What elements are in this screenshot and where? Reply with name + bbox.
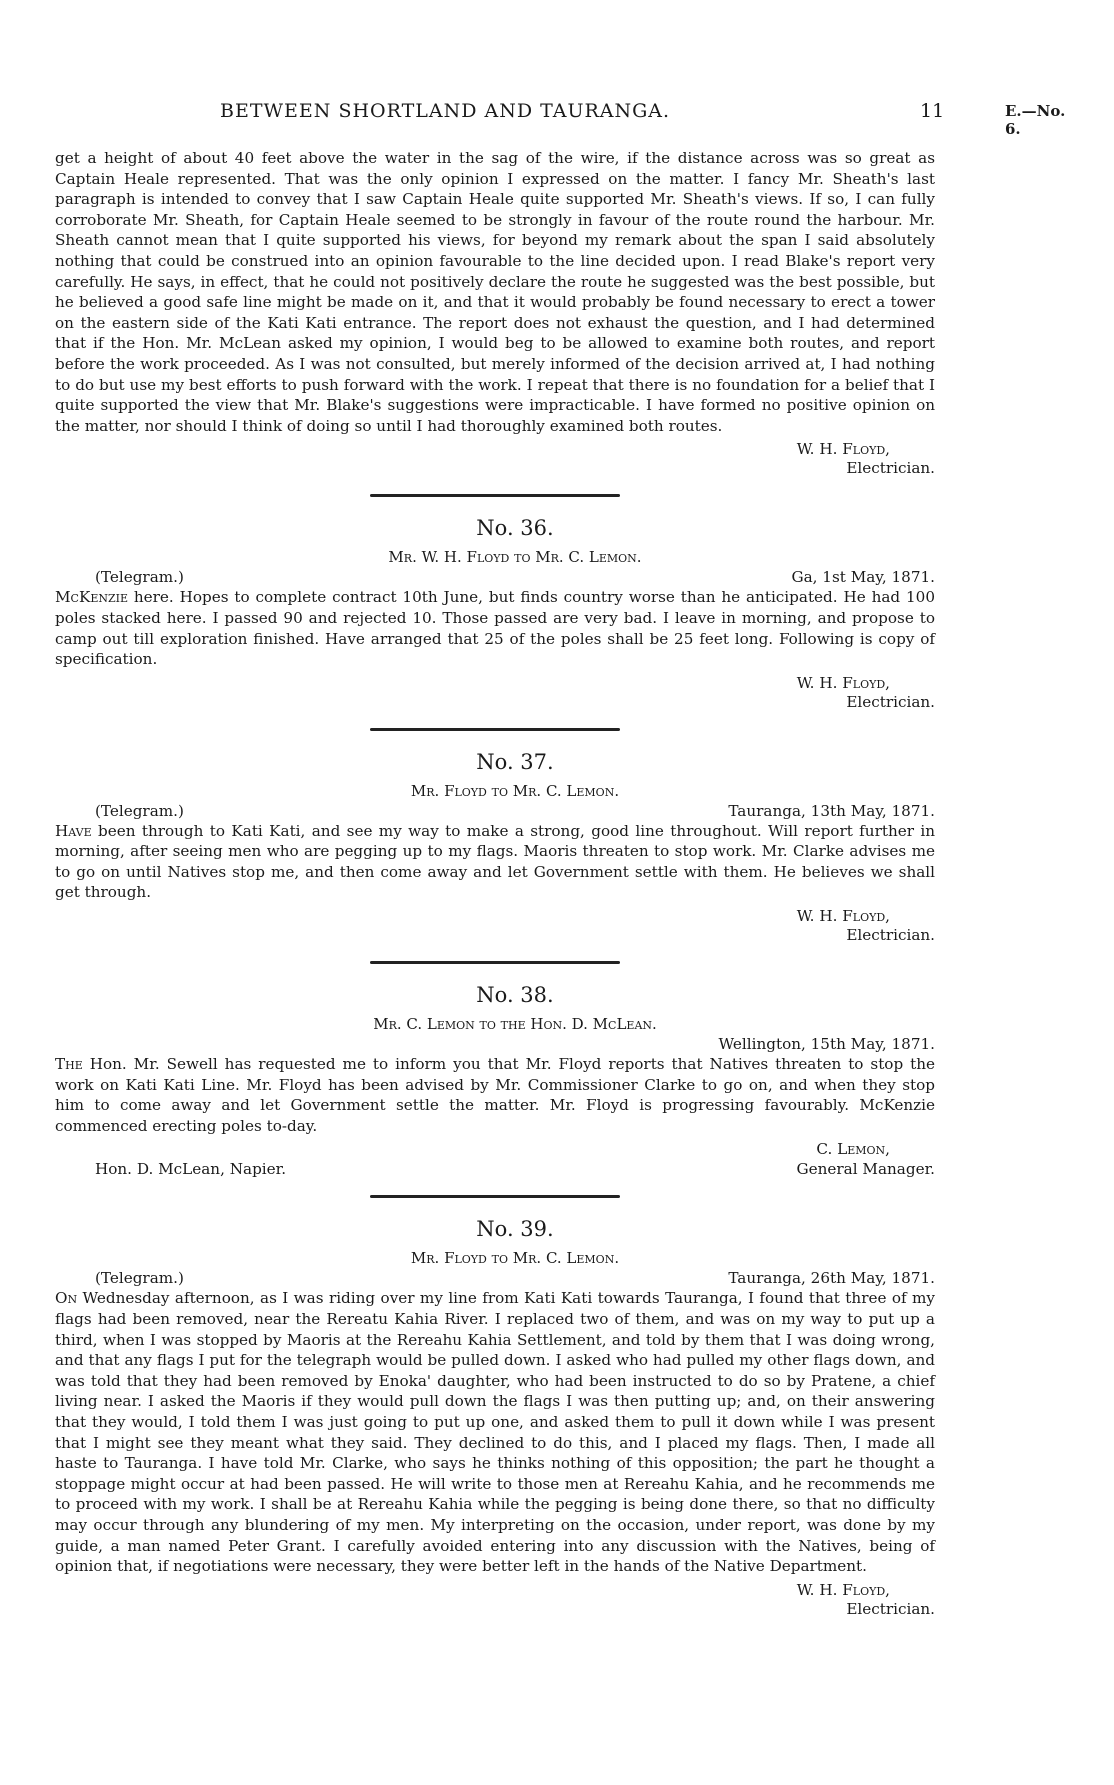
letter-paragraph xyxy=(55,1054,935,1136)
letter-paragraph xyxy=(55,821,935,903)
letter-paragraph xyxy=(55,587,935,669)
continuation-paragraph: get a height of about 40 feet above the water in the sag of the wire, if the distance across was so great as Captain Heale represented. That was the only opinion I expressed on the matter. I fancy Mr. Sheath's last paragraph is intended to convey that I saw Captain Heale quite supported Mr. Sheath's views. If so, I can fully corroborate Mr. Sheath, for Captain Heale seemed to be strongly in favour of the route round the harbour. Mr. Sheath cannot mean that I quite supported his views, for beyond my remark about the span I said absolutely nothing that could be construed into an opinion favourable to the line decided upon. I read Blake's report very carefully. He says, in effect, that he could not positively declare the route he suggested was the best possible, but he believed a good safe line might be made on it, and that it would probably be found necessary to erect a tower on the eastern side of the Kati Kati entrance. The report does not exhaust the question, and I had determined that if the Hon. Mr. McLean asked my opinion, I would beg to be allowed to examine both routes, and report before the work proceeded. As I was not consulted, but merely informed of the decision arrived at, I had nothing to do but use my best efforts to push forward with the work. I repeat that there is no foundation for a belief that I quite supported the view that Mr. Blake's suggestions were impracticable. I have formed no positive opinion on the matter, nor should I think of doing so until I had thoroughly examined both routes. xyxy=(55,149,935,435)
letter-correspondents: Mr. Floyd to Mr. C. Lemon. xyxy=(410,781,620,800)
letter-meta xyxy=(55,1268,935,1288)
letter-paragraph xyxy=(55,1288,935,1576)
letter-correspondents: Mr. W. H. Floyd to Mr. C. Lemon. xyxy=(388,548,642,567)
section-divider xyxy=(370,1195,620,1198)
addressee-line xyxy=(55,1159,935,1179)
letter-meta xyxy=(55,801,935,821)
letter-lead-word: On xyxy=(55,1289,78,1308)
page-header xyxy=(55,100,1075,138)
addressee: Hon. D. McLean, Napier. xyxy=(95,1160,287,1179)
letter-number: No. 38. xyxy=(476,983,554,1008)
signature-name: W. H. Floyd, xyxy=(796,673,890,692)
letter-correspondents: Mr. C. Lemon to the Hon. D. McLean. xyxy=(373,1015,657,1034)
section-divider xyxy=(370,494,620,497)
letter-text: been through to Kati Kati, and see my way to make a strong, good line throughout. Will report further in morning, after seeing men who are pegging up to my flags. Maoris threaten to stop work. Mr. Clarke advises me to go on until Natives stop me, and then come away and let Government settle with them. He believes we shall get through. xyxy=(55,821,935,902)
letter-type: (Telegram.) xyxy=(95,568,184,587)
signature-block xyxy=(55,674,935,712)
letter-meta xyxy=(55,1034,935,1054)
signature-name: W. H. Floyd, xyxy=(796,1580,890,1599)
signature-block xyxy=(55,1140,935,1159)
signature-block xyxy=(55,440,935,478)
signature-title: Electrician. xyxy=(846,926,935,945)
signature-title: General Manager. xyxy=(796,1160,935,1179)
letter-text: here. Hopes to complete contract 10th June, but finds country worse than he anticipated. He had 100 poles stacked here. I passed 90 and rejected 10. Those passed are very bad. I leave in morning, and propose to camp out till exploration finished. Have arranged that 25 of the poles shall be 25 feet long. Following is copy of specification. xyxy=(55,588,935,669)
letter-type: (Telegram.) xyxy=(95,1269,184,1288)
signature-title: Electrician. xyxy=(846,692,935,711)
letter-number: No. 39. xyxy=(476,1217,554,1242)
page-number: 11 xyxy=(920,100,945,122)
letter-lead-word: Have xyxy=(55,821,92,840)
running-title: BETWEEN SHORTLAND AND TAURANGA. xyxy=(220,100,671,122)
document-reference: E.—No. 6. xyxy=(1005,102,1066,138)
signature-name: W. H. Floyd, xyxy=(796,440,890,459)
signature-block xyxy=(55,1581,935,1619)
letter-place-date: Ga, 1st May, 1871. xyxy=(791,568,935,587)
section-divider xyxy=(370,728,620,731)
letter-text: Hon. Mr. Sewell has requested me to inform you that Mr. Floyd reports that Natives threaten to stop the work on Kati Kati Line. Mr. Floyd has been advised by Mr. Commissioner Clarke to go on, and when they stop him to come away and let Government settle the matter. Mr. Floyd is progressing favourably. McKenzie commenced erecting poles to-day. xyxy=(55,1055,935,1135)
letter-place-date: Tauranga, 26th May, 1871. xyxy=(728,1269,935,1288)
letter-number: No. 37. xyxy=(476,749,554,774)
signature-title: Electrician. xyxy=(846,459,935,478)
letter-place-date: Wellington, 15th May, 1871. xyxy=(718,1035,935,1054)
signature-name: C. Lemon, xyxy=(816,1140,890,1159)
letter-lead-word: The xyxy=(55,1055,83,1074)
letter-meta xyxy=(55,567,935,587)
letter-number: No. 36. xyxy=(476,516,554,541)
letter-correspondents: Mr. Floyd to Mr. C. Lemon. xyxy=(410,1249,620,1268)
signature-block xyxy=(55,907,935,945)
letter-text: Wednesday afternoon, as I was riding over my line from Kati Kati towards Tauranga, I found that three of my flags had been removed, near the Rereatu Kahia River. I replaced two of them, and was on my way to put up a third, when I was stopped by Maoris at the Rereahu Kahia Settlement, and told by them that I was doing wrong, and that any flags I put for the telegraph would be pulled down. I asked who had pulled my other flags down, and was told that they had been removed by Enoka' daughter, who had been instructed to do so by Pratene, a chief living near. I asked the Maoris if they would pull down the flags I was then putting up; and, on their answering that they would, I told them I was just going to put up one, and asked them to pull it down while I was present that I might see they meant what they said. They declined to do this, and I placed my flags. Then, I made all haste to Tauranga. I have told Mr. Clarke, who says he thinks nothing of this opposition; the part he thought a stoppage might occur at had been passed. He will write to those men at Rereahu Kahia, and he recommends me to proceed with my work. I shall be at Rereahu Kahia while the pegging is being done there, so that no difficulty may occur through any blundering of my men. My interpreting on the occasion, under report, was done by my guide, a man named Peter Grant. I carefully avoided entering into any discussion with the Natives, being of opinion that, if negotiations were necessary, they were better left in the hands of the Native Department. xyxy=(55,1289,935,1576)
letter-place-date: Tauranga, 13th May, 1871. xyxy=(728,801,935,820)
signature-name: W. H. Floyd, xyxy=(796,907,890,926)
letter-type: (Telegram.) xyxy=(95,801,184,820)
section-divider xyxy=(370,961,620,964)
signature-title: Electrician. xyxy=(846,1599,935,1618)
letter-lead-word: McKenzie xyxy=(55,588,128,607)
page-body xyxy=(55,148,935,1619)
